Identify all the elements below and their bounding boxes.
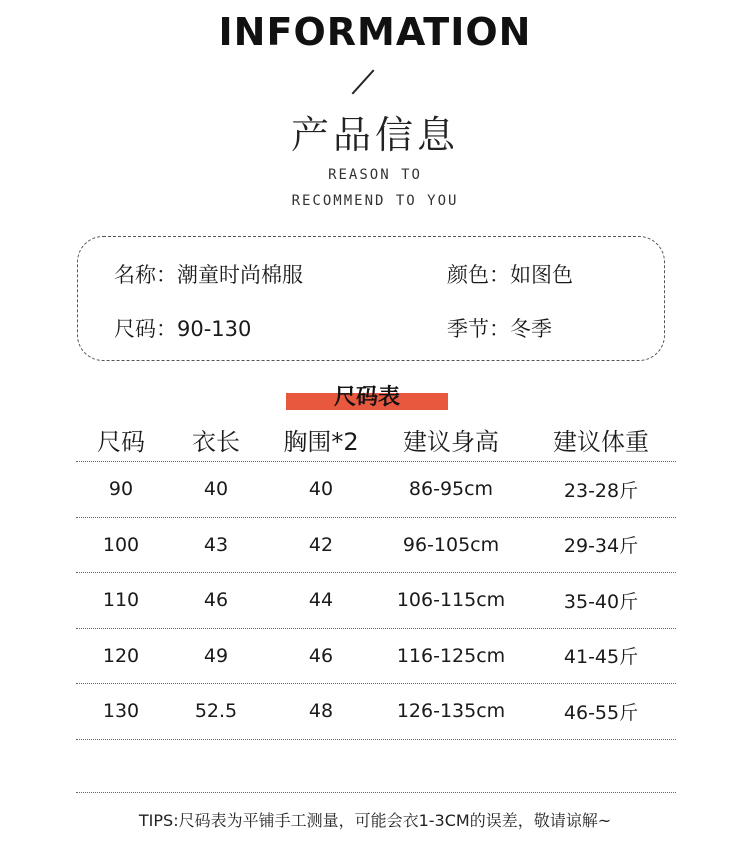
- table-cell: 116-125cm: [396, 644, 506, 667]
- table-cell: 43: [203, 533, 229, 556]
- table-row: [76, 629, 676, 685]
- tips-divider: [76, 792, 676, 793]
- product-season: 季节：冬季: [447, 317, 552, 341]
- table-row: [76, 573, 676, 629]
- size-table: [76, 418, 676, 740]
- slash-divider: [352, 69, 375, 94]
- table-cell: 90: [108, 478, 134, 501]
- product-color: 颜色：如图色: [447, 263, 573, 287]
- subtitle-en-line2: RECOMMEND TO YOU: [291, 193, 459, 209]
- product-name: 名称：潮童时尚棉服: [114, 263, 303, 287]
- table-cell: 41-45斤: [563, 646, 639, 669]
- product-info-title: 产品信息: [290, 113, 459, 157]
- table-cell: 52.5: [194, 700, 238, 723]
- table-cell: 130: [102, 700, 140, 723]
- product-size-range: 尺码：90-130: [114, 317, 252, 341]
- table-cell: 49: [203, 644, 229, 667]
- column-header-height: 建议身高: [403, 428, 499, 456]
- table-cell: 46: [203, 589, 229, 612]
- table-cell: 40: [308, 478, 334, 501]
- table-cell: 86-95cm: [408, 478, 494, 501]
- table-cell: 120: [102, 644, 140, 667]
- column-header-weight: 建议体重: [553, 428, 649, 456]
- table-cell: 23-28斤: [563, 479, 639, 502]
- column-header-chest: 胸围*2: [283, 428, 359, 456]
- information-heading: INFORMATION: [218, 10, 532, 54]
- table-cell: 96-105cm: [402, 533, 500, 556]
- table-row: [76, 518, 676, 574]
- subtitle-en-line1: REASON TO: [328, 167, 422, 183]
- table-cell: 110: [102, 589, 140, 612]
- table-cell: 35-40斤: [563, 590, 639, 613]
- product-info-box: [77, 236, 665, 361]
- table-row: [76, 462, 676, 518]
- table-cell: 106-115cm: [396, 589, 506, 612]
- column-header-size: 尺码: [97, 428, 145, 456]
- table-row: [76, 684, 676, 740]
- table-cell: 46-55斤: [563, 701, 639, 724]
- measurement-tips: TIPS:尺码表为平铺手工测量，可能会衣1-3CM的误差，敬请谅解~: [138, 811, 612, 830]
- table-cell: 48: [308, 700, 334, 723]
- table-cell: 29-34斤: [563, 535, 639, 558]
- table-cell: 42: [308, 533, 334, 556]
- table-cell: 44: [308, 589, 334, 612]
- size-table-title: 尺码表: [333, 385, 400, 410]
- table-cell: 100: [102, 533, 140, 556]
- column-header-length: 衣长: [192, 428, 240, 456]
- table-cell: 46: [308, 644, 334, 667]
- table-cell: 40: [203, 478, 229, 501]
- size-table-header: [76, 418, 676, 462]
- table-cell: 126-135cm: [396, 700, 506, 723]
